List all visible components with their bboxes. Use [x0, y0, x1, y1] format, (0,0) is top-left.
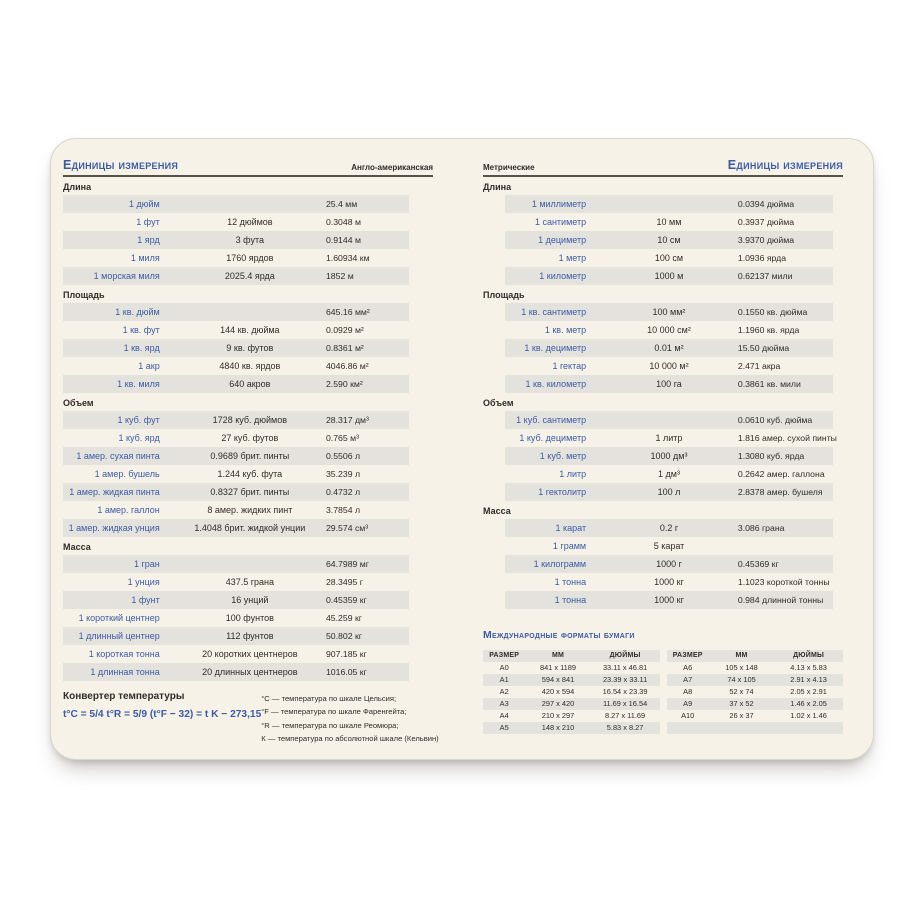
unit-label: 1 километр [539, 270, 587, 281]
unit-value: 2.471 акра [737, 360, 781, 371]
temperature-converter-left [63, 691, 261, 746]
unit-value: 0.3937 дюйма [737, 216, 795, 227]
unit-row [63, 267, 409, 285]
paper-mm-cell: 148 x 210 [541, 723, 575, 732]
unit-equivalent: 20 длинных центнеров [202, 666, 298, 677]
paper-size-cell: А2 [499, 687, 509, 696]
paper-inch-cell: 33.11 x 46.81 [602, 663, 648, 672]
unit-row [505, 195, 833, 213]
paper-row [667, 686, 844, 698]
unit-equivalent: 0.8327 брит. пинты [210, 486, 290, 497]
paper-row [483, 722, 660, 734]
page-left [51, 139, 462, 759]
unit-equivalent: 0.2 г [659, 522, 679, 533]
unit-table [63, 555, 462, 681]
unit-value: 0.3048 м [325, 216, 361, 227]
temp-note: °F — температура по шкале Фаренгейта; [261, 707, 407, 716]
paper-inch-cell: 11.69 x 16.54 [602, 699, 648, 708]
section-heading: Длина [63, 181, 92, 192]
unit-value: 0.62137 мили [737, 270, 793, 281]
unit-row [63, 483, 409, 501]
page-subtitle: Англо-американская [351, 162, 433, 172]
paper-inch-cell: 1.46 x 2.05 [790, 699, 827, 708]
paper-size-cell: А0 [499, 663, 509, 672]
unit-value: 0.5506 л [325, 450, 361, 461]
unit-row [63, 195, 409, 213]
unit-label: 1 гектар [552, 360, 587, 371]
unit-equivalent: 1000 г [656, 558, 682, 569]
unit-equivalent: 1 дм³ [658, 468, 680, 479]
unit-label: 1 длинный центнер [78, 630, 160, 641]
unit-value: 0.765 м³ [325, 432, 359, 443]
section-heading: Масса [483, 505, 511, 516]
paper-size-cell: А10 [681, 711, 695, 720]
unit-equivalent: 27 куб. футов [221, 432, 279, 443]
left-page-header [63, 159, 433, 177]
unit-equivalent: 100 л [657, 486, 681, 497]
paper-column-header: ДЮЙМЫ [609, 652, 641, 659]
unit-label: 1 амер. жидкая пинта [69, 486, 160, 497]
unit-label: 1 кв. метр [544, 324, 587, 335]
paper-size-cell: А1 [499, 675, 509, 684]
unit-row [505, 321, 833, 339]
section-heading: Объем [63, 397, 94, 408]
paper-inch-cell: 5.83 x 8.27 [606, 723, 644, 732]
unit-label: 1 гектолитр [538, 486, 587, 497]
unit-row [63, 555, 409, 573]
paper-mm-cell: 74 x 105 [727, 675, 756, 684]
paper-row [483, 710, 660, 722]
unit-value: 0.984 длинной тонны [737, 594, 824, 605]
unit-value: 0.8361 м² [325, 342, 364, 353]
unit-row [505, 357, 833, 375]
unit-equivalent: 0.9689 брит. пинты [210, 450, 290, 461]
paper-mm-cell: 594 x 841 [541, 675, 575, 684]
unit-value: 907.185 кг [325, 648, 367, 659]
unit-label: 1 короткая тонна [88, 648, 160, 659]
unit-row [505, 573, 833, 591]
unit-equivalent: 8 амер. жидких пинт [207, 504, 293, 515]
unit-row [505, 447, 833, 465]
unit-row [63, 429, 409, 447]
unit-value: 28.317 дм³ [325, 414, 369, 425]
paper-inch-cell: 1.02 x 1.46 [790, 711, 827, 720]
unit-label: 1 куб. метр [539, 450, 587, 461]
unit-value: 25.4 мм [325, 198, 358, 209]
page-subtitle: Метрические [483, 162, 535, 172]
temperature-converter [63, 690, 439, 746]
unit-label: 1 ярд [137, 234, 160, 245]
unit-label: 1 сантиметр [534, 216, 587, 227]
paper-row [483, 662, 660, 674]
paper-row [667, 698, 844, 710]
unit-table [483, 519, 873, 609]
unit-label: 1 тонна [554, 576, 587, 587]
unit-equivalent: 3 фута [235, 234, 264, 245]
paper-size-cell: А8 [683, 687, 693, 696]
unit-row [505, 339, 833, 357]
unit-equivalent: 1 литр [655, 432, 683, 443]
paper-column-header: ММ [735, 652, 748, 659]
unit-label: 1 кв. дециметр [524, 342, 587, 353]
paper-mm-cell: 841 x 1189 [539, 663, 577, 672]
unit-row [63, 465, 409, 483]
paper-row [667, 710, 844, 722]
unit-value: 28.3495 г [325, 576, 363, 587]
unit-value: 45.259 кг [325, 612, 362, 623]
unit-value: 1.60934 км [325, 252, 370, 263]
unit-label: 1 карат [555, 522, 587, 533]
paper-inch-cell: 8.27 x 11.69 [605, 711, 646, 720]
unit-label: 1 килограмм [533, 558, 587, 569]
paper-inch-cell: 2.05 x 2.91 [790, 687, 827, 696]
unit-label: 1 амер. галлон [97, 504, 160, 515]
unit-row [63, 375, 409, 393]
unit-value: 15.50 дюйма [737, 342, 790, 353]
unit-equivalent: 1.244 куб. фута [217, 468, 283, 479]
paper-formats-section [483, 629, 843, 734]
unit-equivalent: 2025.4 ярда [224, 270, 275, 281]
paper-inch-cell: 23.39 x 33.11 [602, 675, 648, 684]
paper-header-row [483, 650, 660, 662]
unit-table [63, 303, 462, 393]
unit-equivalent: 1000 кг [654, 576, 684, 587]
unit-value: 50.802 кг [325, 630, 362, 641]
paper-mm-cell: 297 x 420 [541, 699, 575, 708]
unit-row [63, 231, 409, 249]
unit-equivalent: 144 кв. дюйма [220, 324, 280, 335]
unit-label: 1 тонна [554, 594, 587, 605]
unit-row [63, 609, 409, 627]
paper-table [483, 650, 660, 734]
unit-row [505, 555, 833, 573]
unit-row [505, 411, 833, 429]
unit-equivalent: 4840 кв. ярдов [219, 360, 281, 371]
unit-equivalent: 112 фунтов [226, 630, 274, 641]
unit-label: 1 короткий центнер [78, 612, 160, 623]
unit-table [483, 303, 873, 393]
unit-row [63, 519, 409, 537]
unit-equivalent: 16 унций [231, 594, 269, 605]
paper-size-cell: А3 [499, 699, 509, 708]
unit-value: 1.816 амер. сухой пинты [737, 432, 837, 443]
unit-row [505, 591, 833, 609]
unit-row [63, 303, 409, 321]
unit-value: 0.0394 дюйма [737, 198, 795, 209]
paper-size-cell: А9 [683, 699, 693, 708]
temperature-heading: Конвертер температуры [63, 690, 185, 702]
right-page-header [483, 159, 843, 177]
unit-equivalent: 1.4048 брит. жидкой унции [194, 522, 306, 533]
paper-formats-heading: Международные форматы бумаги [483, 628, 635, 641]
unit-label: 1 амер. сухая пинта [76, 450, 160, 461]
unit-equivalent: 1000 м [654, 270, 684, 281]
unit-label: 1 кв. ярд [123, 342, 160, 353]
page-title: Единицы измерения [63, 158, 179, 172]
unit-table [63, 195, 462, 285]
unit-row [505, 537, 833, 555]
unit-value: 1.1960 кв. ярда [737, 324, 800, 335]
unit-label: 1 грамм [552, 540, 587, 551]
temp-note: °R — температура по шкале Реомюра; [261, 720, 399, 730]
temperature-formula: t°C = 5/4 t°R = 5/9 (t°F − 32) = t K − 273,15 [63, 708, 262, 720]
unit-value: 1.3080 куб. ярда [737, 450, 805, 461]
paper-row [483, 698, 660, 710]
unit-value: 0.3861 кв. мили [737, 378, 801, 389]
unit-row [63, 411, 409, 429]
paper-inch-cell: 16.54 x 23.39 [602, 687, 648, 696]
right-unit-tables [483, 177, 873, 609]
unit-label: 1 дециметр [538, 234, 587, 245]
unit-value: 0.45359 кг [325, 594, 367, 605]
unit-label: 1 куб. ярд [118, 432, 160, 443]
unit-value: 29.574 см³ [325, 522, 369, 533]
unit-label: 1 амер. бушель [94, 468, 160, 479]
unit-value: 4046.86 м² [325, 360, 369, 371]
unit-table [483, 411, 873, 501]
section-heading: Длина [483, 181, 512, 192]
unit-row [63, 213, 409, 231]
paper-mm-cell: 37 x 52 [729, 699, 754, 708]
unit-label: 1 фут [136, 216, 160, 227]
paper-row [667, 674, 844, 686]
section-heading: Площадь [63, 289, 105, 300]
unit-label: 1 длинная тонна [90, 666, 160, 677]
unit-row [63, 573, 409, 591]
unit-row [63, 321, 409, 339]
unit-equivalent: 100 га [656, 378, 682, 389]
unit-equivalent: 10 мм [656, 216, 682, 227]
section-heading: Объем [483, 397, 514, 408]
page-title: Единицы измерения [727, 158, 843, 172]
unit-value: 0.2642 амер. галлона [737, 468, 825, 479]
unit-row [63, 645, 409, 663]
unit-equivalent: 1000 кг [654, 594, 684, 605]
unit-row [505, 429, 837, 447]
paper-formats-tables [483, 650, 843, 734]
paper-header-row [667, 650, 844, 662]
unit-value: 2.590 км² [325, 378, 363, 389]
paper-size-cell: А4 [499, 711, 509, 720]
paper-row [483, 686, 660, 698]
unit-row [505, 483, 833, 501]
unit-label: 1 гран [133, 558, 160, 569]
unit-row [505, 375, 833, 393]
unit-equivalent: 10 000 см² [647, 324, 691, 335]
unit-label: 1 куб. дециметр [519, 432, 587, 443]
unit-row [505, 519, 833, 537]
section-heading: Масса [63, 541, 91, 552]
unit-value: 1852 м [325, 270, 354, 281]
unit-label: 1 кв. километр [525, 378, 587, 389]
unit-label: 1 амер. жидкая унция [68, 522, 160, 533]
unit-value: 0.4732 л [325, 486, 361, 497]
unit-value: 0.9144 м [325, 234, 361, 245]
paper-size-cell: А5 [499, 723, 509, 732]
unit-equivalent: 437.5 грана [225, 576, 274, 587]
unit-label: 1 кв. сантиметр [521, 306, 587, 317]
paper-column-header: РАЗМЕР [489, 652, 520, 659]
unit-row [505, 267, 833, 285]
paper-mm-cell: 420 x 594 [541, 687, 575, 696]
temp-note: К — температура по абсолютной шкале (Кельвин) [261, 734, 439, 743]
paper-mm-cell: 210 x 297 [541, 711, 575, 720]
unit-value: 0.1550 кв. дюйма [737, 306, 808, 317]
unit-row [63, 591, 409, 609]
paper-table [667, 650, 844, 734]
paper-mm-cell: 105 x 148 [725, 663, 758, 672]
left-unit-tables [63, 177, 462, 681]
unit-equivalent: 10 см [657, 234, 681, 245]
unit-row [63, 663, 409, 681]
paper-mm-cell: 26 x 37 [729, 711, 754, 720]
section-heading: Площадь [483, 289, 525, 300]
unit-value: 3.086 грана [737, 522, 785, 533]
unit-value: 3.7854 л [325, 504, 361, 515]
unit-row [63, 447, 409, 465]
unit-equivalent: 9 кв. футов [226, 342, 274, 353]
paper-inch-cell: 4.13 x 5.83 [790, 663, 827, 672]
paper-row [667, 722, 844, 734]
unit-value: 645.16 мм² [325, 306, 370, 317]
unit-row [63, 357, 409, 375]
unit-equivalent: 100 мм² [652, 306, 686, 317]
paper-row [483, 674, 660, 686]
unit-equivalent: 100 см [654, 252, 684, 263]
unit-value: 64.7989 мг [325, 558, 369, 569]
unit-label: 1 кв. дюйм [115, 306, 160, 317]
unit-label: 1 кв. миля [117, 378, 160, 389]
unit-row [505, 303, 833, 321]
unit-equivalent: 12 дюймов [227, 216, 273, 227]
unit-table [483, 195, 873, 285]
unit-label: 1 куб. сантиметр [516, 414, 587, 425]
unit-row [505, 465, 833, 483]
unit-row [505, 213, 833, 231]
unit-label: 1 акр [138, 360, 160, 371]
paper-column-header: РАЗМЕР [672, 652, 703, 659]
unit-row [63, 339, 409, 357]
unit-value: 2.8378 амер. бушеля [737, 486, 823, 497]
unit-row [63, 501, 409, 519]
unit-label: 1 миля [130, 252, 160, 263]
unit-equivalent: 1760 ярдов [226, 252, 274, 263]
unit-row [505, 249, 833, 267]
paper-size-cell: А7 [683, 675, 693, 684]
unit-label: 1 дюйм [128, 198, 160, 209]
temp-note: °C — температура по шкале Цельсия; [261, 693, 397, 703]
unit-value: 35.239 л [325, 468, 361, 479]
unit-equivalent: 10 000 м² [649, 360, 689, 371]
unit-label: 1 унция [127, 576, 160, 587]
unit-value: 0.0610 куб. дюйма [737, 414, 813, 425]
paper-inch-cell: 2.91 x 4.13 [790, 675, 827, 684]
unit-label: 1 метр [558, 252, 587, 263]
unit-value: 0.0929 м² [325, 324, 364, 335]
unit-equivalent: 20 коротких центнеров [202, 648, 298, 659]
unit-table [63, 411, 462, 537]
unit-label: 1 фунт [131, 594, 160, 605]
paper-mm-cell: 52 x 74 [729, 687, 754, 696]
unit-equivalent: 100 фунтов [225, 612, 274, 623]
unit-value: 1.0936 ярда [737, 252, 787, 263]
unit-row [63, 249, 409, 267]
planner-spread [50, 138, 874, 760]
unit-value: 0.45369 кг [737, 558, 779, 569]
unit-equivalent: 1000 дм³ [650, 450, 688, 461]
paper-row [667, 662, 844, 674]
unit-label: 1 литр [559, 468, 587, 479]
unit-row [505, 231, 833, 249]
unit-equivalent: 0.01 м² [654, 342, 684, 353]
page-right [462, 139, 873, 759]
unit-row [63, 627, 409, 645]
paper-column-header: ММ [551, 652, 565, 659]
unit-label: 1 морская миля [93, 270, 160, 281]
unit-label: 1 кв. фут [122, 324, 160, 335]
unit-equivalent: 5 карат [653, 540, 685, 551]
paper-size-cell: А6 [683, 663, 693, 672]
unit-equivalent: 1728 куб. дюймов [212, 414, 287, 425]
temperature-notes [261, 691, 438, 746]
unit-value: 3.9370 дюйма [737, 234, 795, 245]
unit-label: 1 куб. фут [117, 414, 160, 425]
unit-value: 1.1023 короткой тонны [737, 576, 830, 587]
unit-value: 1016.05 кг [325, 666, 367, 677]
paper-column-header: ДЮЙМЫ [793, 652, 825, 659]
unit-equivalent: 640 акров [229, 378, 271, 389]
unit-label: 1 миллиметр [531, 198, 587, 209]
